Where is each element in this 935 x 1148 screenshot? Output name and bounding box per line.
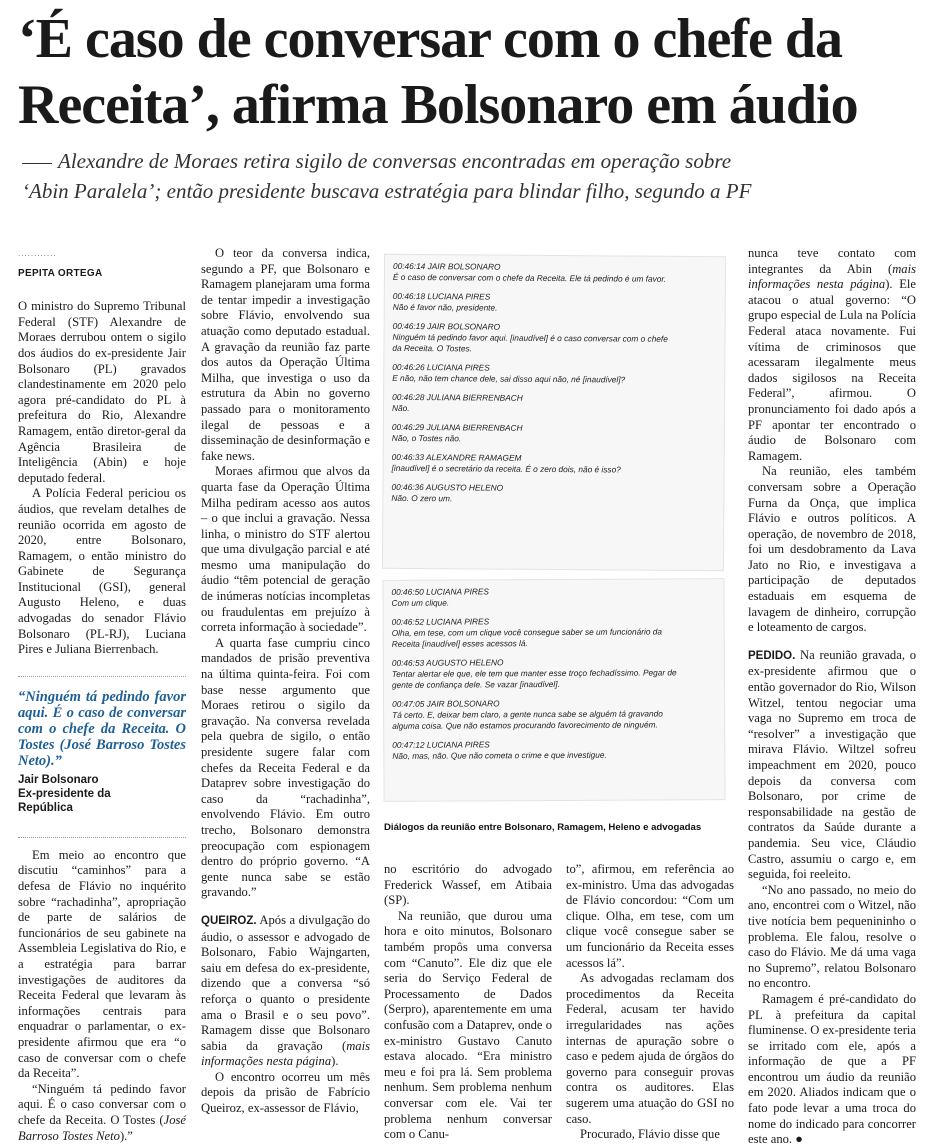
col4-paragraph-3: Procurado, Flávio disse que [580, 1127, 720, 1142]
col1-paragraph-2: A Polícia Federal periciou os áudios, que revelam detalhes de reunião ocorrida em agosto de 2020, entre Bolsonaro, Ramagem, o então ministro do Gabinete de Segurança Institucional (GSI), general Augusto Heleno, e duas advogadas do senador Flávio Bolsonaro (PL-RJ), Luciana Pires e Juliana Bierrenbach. [18, 486, 186, 657]
col5-paragraph-4: “No ano passado, no meio do ano, encontrei com o Witzel, não tive notícia bem pequenininho o problema. Ele falou, resolve o caso do Flávio. Me dá uma vaga no Supremo”, relatou Bolsonaro no encontro. [748, 882, 916, 991]
transcript-line: É o caso de conversar com o chefe da Receita. Ele tá pedindo é um favor. [392, 271, 667, 284]
col4-paragraph-1: to”, afirmou, em referência ao ex-ministro. Uma das advogadas de Flávio concordou: “Com um clique. Olha, em tese, com um clique você consegue saber se um funcionário da Receita esses acessos lá”. [566, 862, 734, 970]
column-2 [201, 246, 370, 1117]
col1-paragraph-1: O ministro do Supremo Tribunal Federal (STF) Alexandre de Moraes derrubou ontem o sigilo dos áudios do ex-presidente Jair Bolsonaro (PL) gravados clandestinamente em 2020 pelo agora pré-candidato do PL à prefeitura do Rio, Alexandre Ramagem, então diretor-geral da Agência Brasileira de Inteligência (Abin) e hoje deputado federal. [18, 299, 186, 485]
headline [18, 6, 923, 138]
transcript-line: Com um clique. [391, 597, 450, 608]
transcript-line: Não, o Tostes não. [391, 432, 462, 444]
headline-line-1: ‘É caso de conversar com o chefe da [18, 8, 843, 70]
transcript-line: 00:46:29 JULIANA BIERRENBACH [391, 421, 523, 433]
transcript-line: gente de confiança dele. Se vazar [inaudível]. [391, 678, 560, 690]
transcript-line: Olha, em tese, com um clique você consegue saber se um funcionário da [391, 626, 662, 638]
transcript-line: 00:46:18 LUCIANA PIRES [392, 290, 491, 302]
pull-quote: “Ninguém tá pedindo favor aqui. É o caso de conversar com o chefe da Receita. O Tostes (José Barroso Tostes Neto).” [18, 688, 186, 769]
transcript-line: E não, não tem chance dele, sai disso aqui não, né [inaudível]? [392, 372, 626, 385]
headline-line-2: Receita’, afirma Bolsonaro em áudio [18, 74, 858, 136]
quote-divider-top [18, 676, 186, 677]
transcript-line: 00:46:19 JAIR BOLSONARO [392, 320, 501, 332]
transcript-line: 00:46:50 LUCIANA PIRES [391, 586, 489, 597]
transcript-line: Não. [391, 402, 410, 413]
transcript-line: 00:46:33 ALEXANDRE RAMAGEM [391, 451, 522, 463]
byline: PEPITA ORTEGA [18, 267, 103, 279]
transcript-line: Ninguém tá pedindo favor aqui. [inaudível] é o caso conversar com o chefe [392, 331, 668, 344]
quote-name: Jair Bolsonaro [18, 773, 99, 786]
subhead-rule [22, 163, 52, 164]
transcript-sheet-1 [383, 255, 725, 570]
col3-paragraph-2: Na reunião, que durou uma hora e oito minutos, Bolsonaro também propôs uma conversa com “Canuto”. Ele diz que ele seria do Serviço Federal de Processamento de Dados (Serpro), aparentemente em uma confusão com a Dataprev, onde o ex-ministro Gustavo Canuto estava alocado. “Era ministro meu e foi pra lá. Sem problema nenhum. Sem problema nenhum conversar com ele. Vai ter problema nenhum conversar com o Canu- [384, 908, 552, 1142]
transcript-line: 00:46:36 AUGUSTO HELENO [391, 481, 504, 493]
transcript-line: alguma coisa. Que não estamos procurando favorecimento de ninguém. [392, 719, 658, 731]
transcript-line: Não. O zero um. [391, 492, 453, 504]
col2-paragraph-5: O encontro ocorreu um mês depois da prisão de Fabrício Queiroz, ex-assessor de Flávio, [201, 1069, 370, 1116]
transcript-line: 00:47:12 LUCIANA PIRES [392, 739, 490, 750]
transcript-line: 00:47:05 JAIR BOLSONARO [392, 698, 500, 709]
col1-paragraph-4: “Ninguém tá pedindo favor aqui. É o caso conversar com o chefe da Receita. O Tostes (José Barroso Tostes Neto).” [18, 1081, 186, 1143]
transcript-line: [inaudível] é o secretário da receita. É o zero dois, não é isso? [391, 462, 621, 475]
quote-divider-bottom [18, 837, 186, 838]
transcript-line: 00:46:28 JULIANA BIERRENBACH [392, 391, 523, 403]
col2-paragraph-1: O teor da conversa indica, segundo a PF, que Bolsonaro e Ramagem planejaram uma forma de tentar impedir a investigação sobre Flávio, envolvendo sua atuação como deputado estadual. A gravação da reunião faz parte dos autos da Operação Última Milha, que investiga o uso da estrutura da Abin no governo passado para o monitoramento ilegal de pessoas e a disseminação de desinformação e fake news. [201, 246, 370, 463]
column-4 [566, 862, 734, 1143]
col2-paragraph-4: QUEIROZ. Após a divulgação do áudio, o assessor e advogado de Bolsonaro, Fabio Wajngarten, saiu em defesa do ex-presidente, dizendo que a conversa “só reforça o quanto o presidente ama o Brasil e o seu povo”. Ramagem disse que Bolsonaro sabia da gravação (mais informações nesta página). [201, 912, 370, 1069]
col3-paragraph-1: no escritório do advogado Frederick Wassef, em Atibaia (SP). [384, 862, 552, 908]
transcript-1-lines [383, 255, 725, 512]
subhead-line-2: ‘Abin Paralela’; então presidente buscava estratégia para blindar filho, segundo a PF [22, 179, 752, 203]
queiroz-lead: QUEIROZ. [201, 914, 257, 927]
transcript-line: Não, mas, não. Que não cometa o crime e que investigue. [392, 749, 607, 761]
col5-paragraph-1: nunca teve contato com integrantes da Abin (mais informações nesta página). Ele atacou o atual governo: “O grupo especial de Lula na Polícia Federal ataca novamente. Fui vítima de criminosos que acessaram ilegalmente meus dados sigilosos na Receita Federal”, afirmou. O pronunciamento foi dado após a PF apontar ter encontrado o áudio de Bolsonaro com Ramagem. [748, 246, 916, 463]
quote-role-1: Ex-presidente da [18, 787, 111, 800]
col5-paragraph-5: Ramagem é pré-candidato do PL à prefeitura da capital fluminense. O ex-presidente teria se irritado com ele, após a informação de que a PF encontrou um áudio da reunião em 2020. Aliados indicam que o fato pode levar a uma troca do nome do indicado para concorrer este ano. ● [748, 991, 916, 1147]
byline-dots: ............ [18, 249, 57, 258]
quote-role-2: República [18, 801, 73, 814]
transcript-line: 00:46:14 JAIR BOLSONARO [392, 260, 501, 272]
transcript-sheet-2 [383, 579, 724, 801]
col2-paragraph-3: A quarta fase cumpriu cinco mandados de prisão preventiva na última quinta-feira. Foi com base nesse argumento que Moraes retirou o sigilo da gravação. Na conversa revelada pela quebra de sigilo, o então presidente sugere falar com chefes da Receita Federal e da Dataprev sobre investigação do caso da “rachadinha”, envolvendo Flávio. Em outro trecho, Bolsonaro demonstra preocupação com espionagem dentro do próprio governo. “A gente nunca sabe se estão gravando.” [201, 635, 370, 900]
column-1 [18, 246, 186, 1144]
col5-paragraph-3: PEDIDO. Na reunião gravada, o ex-presidente afirmou que o então governador do Rio, Wilson Witzel, tentou negociar uma vaga no Supremo em troca de “resolver” a investigação que mirava Flávio. Wiltzel sofreu impeachment em 2020, pouco depois da conversa com Bolsonaro, por crime de responsabilidade na gestão de contratos da Saúde durante a pandemia. Seu vice, Cláudio Castro, assumiu o cargo e, em seguida, foi reeleito. [748, 647, 916, 882]
col2-paragraph-2: Moraes afirmou que alvos da quarta fase da Operação Última Milha pediram acesso aos autos – o que inclui a gravação. Nessa linha, o ministro do STF alertou que uma divulgação parcial e até mesmo uma manipulação do áudio “têm potencial de geração de inúmeras notícias incompletas ou fraudulentas em prejuízo à correta informação à sociedade”. [201, 464, 370, 635]
transcript-line: 00:46:26 LUCIANA PIRES [392, 361, 490, 373]
transcript-2-lines [383, 579, 724, 768]
subhead-line-1: Alexandre de Moraes retira sigilo de conversas encontradas em operação sobre [22, 146, 922, 176]
col4-paragraph-2: As advogadas reclamam dos procedimentos da Receita Federal, acusam ter havido irregularidades nas ações internas de apuração sobre o caso e pedem ajuda de órgãos do governo para conseguir provas contra os auditores. Elas sugerem uma atuação do GSI no caso. [566, 971, 734, 1126]
end-mark: ● [795, 1132, 803, 1147]
transcript-line: Tentar alertar ele que, ele tem que manter esse troço fechadíssimo. Pegar de [391, 667, 677, 679]
pedido-lead: PEDIDO. [748, 649, 796, 662]
column-3 [384, 862, 552, 1143]
transcript-line: Tá certo. E, deixar bem claro, a gente nunca sabe se alguém tá gravando [392, 708, 663, 720]
transcript-line: da Receita. O Tostes. [392, 342, 472, 354]
transcript-line: 00:46:52 LUCIANA PIRES [391, 616, 490, 627]
transcript-caption: Diálogos da reunião entre Bolsonaro, Ramagem, Heleno e advogadas [384, 822, 702, 833]
transcript-line: Receita [inaudível] esses acessos lá. [391, 638, 528, 649]
column-5 [748, 246, 916, 1148]
col5-paragraph-2: Na reunião, eles também conversam sobre a Operação Furna da Onça, que implica Flávio e outros políticos. A operação, de novembro de 2018, foi um desdobramento da Lava Jato no Rio, e investigava a participação de deputados estaduais em esquema de lavagem de dinheiro, corrupção e loteamento de cargos. [748, 464, 916, 635]
transcript-line: Não é favor não, presidente. [392, 301, 498, 313]
transcript-line: 00:46:53 AUGUSTO HELENO [391, 657, 504, 668]
col1-paragraph-3: Em meio ao encontro que discutiu “caminhos” para a defesa de Flávio no inquérito sobre “rachadinha”, apropriação de parte de salários de funcionários de seu gabinete na Assembleia Legislativa do Rio, e a estratégia para barrar investigações de auditores da Receita Federal que levaram às informações centrais para enquadrar o parlamentar, o ex-presidente afirmou que era “o caso de conversar com o chefe da Receita”. [18, 847, 186, 1081]
subheadline [22, 146, 922, 206]
